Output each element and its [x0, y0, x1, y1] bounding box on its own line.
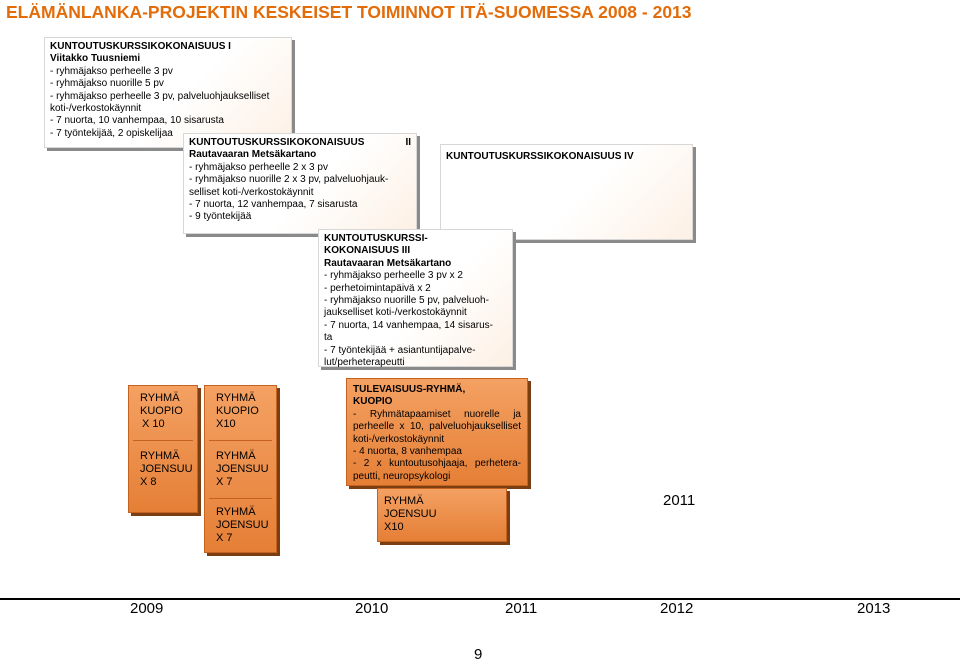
card-iii-line: lut/perheterapeutti: [324, 357, 405, 369]
group-kuopio: [140, 392, 183, 431]
tulevaisuus-line: perheelle x 10, palveluohjaukselliset: [353, 421, 521, 433]
course-card-iv: [440, 144, 693, 240]
group-divider: [209, 440, 272, 441]
card-ii-line: - ryhmäjakso perheelle 2 x 3 pv: [189, 161, 328, 173]
group-location: KUOPIO: [216, 405, 259, 417]
card-iii-heading: KOKONAISUUS III: [324, 245, 411, 257]
card-i-line: - ryhmäjakso nuorille 5 pv: [50, 78, 164, 90]
card-iii-line: - ryhmäjakso perheelle 3 pv x 2: [324, 270, 463, 282]
group-location: JOENSUU: [384, 508, 437, 520]
timeline-year-2012: 2012: [660, 600, 694, 617]
card-ii-line: - 7 nuorta, 12 vanhempaa, 7 sisarusta: [189, 199, 358, 211]
tulevaisuus-location: KUOPIO: [353, 396, 393, 408]
tulevaisuus-group-box: [346, 378, 528, 486]
group-label: RYHMÄ: [384, 495, 424, 507]
group-count: X10: [216, 418, 236, 430]
timeline-year-2010: 2010: [355, 600, 389, 617]
card-iii-heading: KUNTOUTUSKURSSI-: [324, 233, 428, 244]
page-number: 9: [474, 646, 483, 663]
card-iii-line: - 7 työntekijää + asiantuntijapalve-: [324, 344, 476, 356]
year-label-2011: 2011: [663, 492, 696, 509]
group-joensuu: [216, 506, 269, 545]
timeline-year-2013: 2013: [857, 600, 891, 617]
group-count: X 7: [216, 532, 233, 544]
card-ii-heading-text: KUNTOUTUSKURSSIKOKONAISUUS: [189, 137, 365, 148]
card-iv-heading: KUNTOUTUSKURSSIKOKONAISUUS IV: [446, 151, 634, 162]
card-i-heading: KUNTOUTUSKURSSIKOKONAISUUS I: [50, 41, 231, 52]
group-count: X 10: [142, 418, 165, 430]
card-iii-line: - perhetoimintapäivä x 2: [324, 282, 431, 294]
card-iii-line: jaukselliset koti-/verkostokäynnit: [324, 307, 467, 319]
group-count: X 8: [140, 476, 157, 488]
tulevaisuus-heading: TULEVAISUUS-RYHMÄ,: [353, 384, 466, 395]
course-card-i: [44, 37, 292, 148]
timeline-year-2009: 2009: [130, 600, 164, 617]
page-title: ELÄMÄNLANKA-PROJEKTIN KESKEISET TOIMINNOT ITÄ-SUOMESSA 2008 - 2013: [6, 2, 692, 22]
card-i-line: koti-/verkostokäynnit: [50, 103, 142, 115]
course-card-ii: [183, 133, 417, 234]
card-ii-line: selliset koti-/verkostokäynnit: [189, 186, 314, 198]
tulevaisuus-line: - 2 x kuntoutusohjaaja, perhetera-: [353, 458, 521, 470]
card-iii-location: Rautavaaran Metsäkartano: [324, 257, 452, 269]
card-ii-heading: [189, 137, 411, 149]
group-box-2009: [128, 385, 198, 513]
card-ii-location: Rautavaaran Metsäkartano: [189, 149, 317, 161]
group-count: X10: [384, 521, 404, 533]
group-label: RYHMÄ: [216, 506, 256, 518]
card-ii-line: - 9 työntekijää: [189, 211, 252, 223]
group-location: KUOPIO: [140, 405, 183, 417]
card-i-line: - ryhmäjakso perheelle 3 pv: [50, 65, 173, 77]
course-card-iii: [318, 229, 513, 367]
card-ii-heading-number: II: [405, 137, 411, 148]
tulevaisuus-line: - Ryhmätapaamiset nuorelle ja: [353, 408, 521, 420]
group-joensuu: [140, 450, 193, 489]
card-i-line: - 7 työntekijää, 2 opiskelijaa: [50, 127, 173, 139]
group-location: JOENSUU: [140, 463, 193, 475]
group-box-joensuu: [377, 488, 507, 542]
group-label: RYHMÄ: [216, 450, 256, 462]
timeline-year-2011: 2011: [505, 600, 538, 617]
group-label: RYHMÄ: [140, 450, 180, 462]
group-location: JOENSUU: [216, 463, 269, 475]
group-divider: [133, 440, 193, 441]
group-box-2010: [204, 385, 277, 553]
tulevaisuus-line: peutti, neuropsykologi: [353, 470, 451, 482]
card-i-location: Viitakko Tuusniemi: [50, 53, 141, 65]
card-i-line: - 7 nuorta, 10 vanhempaa, 10 sisarusta: [50, 115, 224, 127]
card-iii-line: ta: [324, 332, 333, 344]
group-joensuu: [216, 450, 269, 489]
group-divider: [209, 498, 272, 499]
tulevaisuus-line: koti-/verkostokäynnit: [353, 433, 445, 445]
group-location: JOENSUU: [216, 519, 269, 531]
card-iii-line: - ryhmäjakso nuorille 5 pv, palveluoh-: [324, 295, 489, 307]
card-i-line: - ryhmäjakso perheelle 3 pv, palveluohjaukselliset: [50, 90, 270, 102]
group-label: RYHMÄ: [140, 392, 180, 404]
group-label: RYHMÄ: [216, 392, 256, 404]
card-ii-line: - ryhmäjakso nuorille 2 x 3 pv, palveluohjauk-: [189, 174, 389, 186]
group-kuopio: [216, 392, 259, 431]
tulevaisuus-line: - 4 nuorta, 8 vanhempaa: [353, 446, 462, 458]
group-count: X 7: [216, 476, 233, 488]
card-iii-line: - 7 nuorta, 14 vanhempaa, 14 sisarus-: [324, 319, 493, 331]
